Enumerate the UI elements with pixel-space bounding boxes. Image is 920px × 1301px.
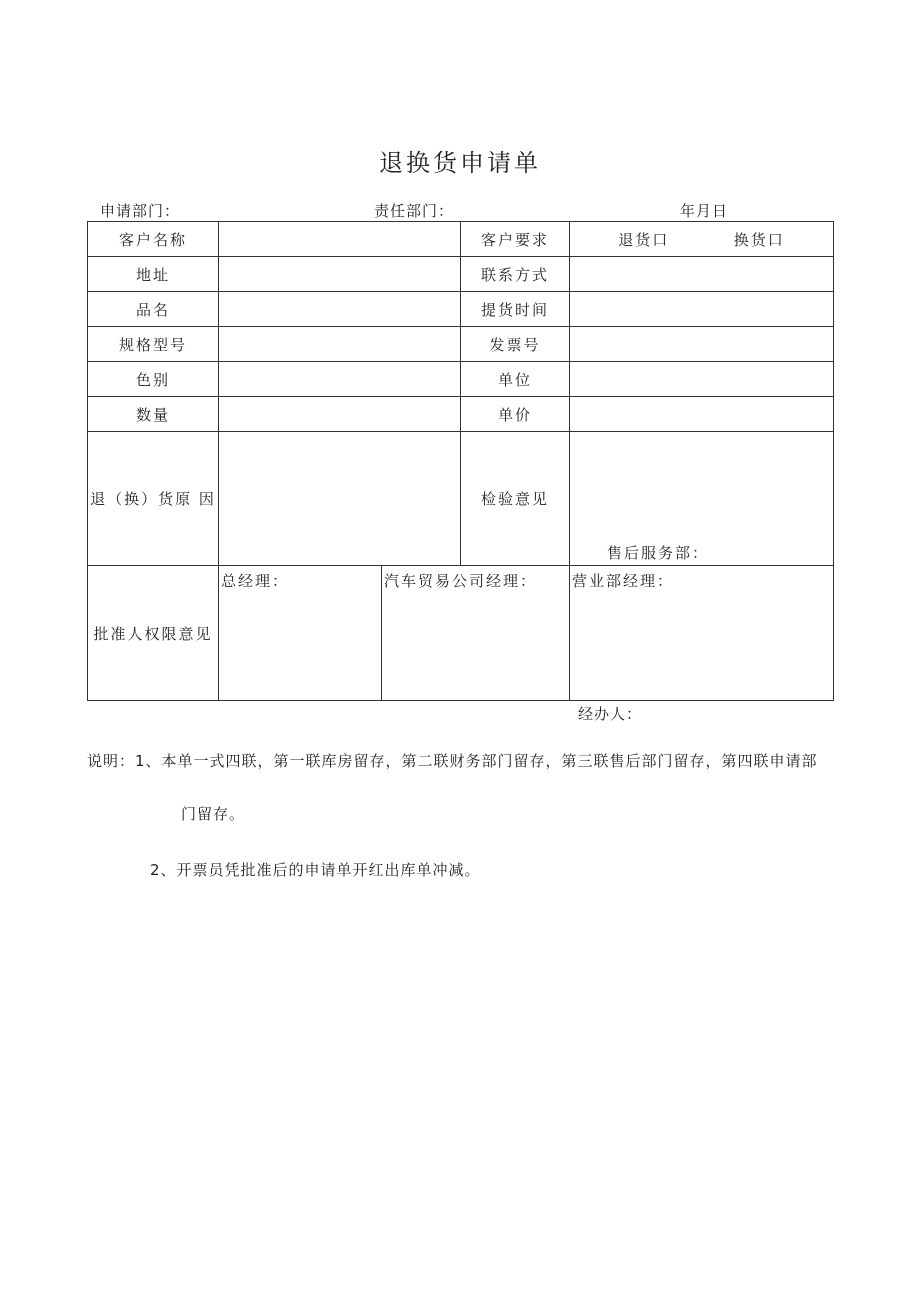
table-row (88, 397, 834, 432)
applicant-dept-label: 申请部门： (100, 202, 181, 220)
note-line-1-cont: 门留存。 (181, 805, 246, 823)
table-row (88, 292, 834, 327)
reason-field[interactable] (219, 432, 461, 566)
customer-name-label: 客户名称 (88, 222, 219, 257)
invoice-no-field[interactable] (570, 327, 834, 362)
quantity-field[interactable] (219, 397, 461, 432)
auto-trade-approval-field[interactable] (382, 566, 570, 701)
customer-request-label: 客户要求 (461, 222, 570, 257)
address-label: 地址 (88, 257, 219, 292)
date-label: 年月日 (680, 202, 729, 220)
form-title: 退换货申请单 (379, 149, 541, 177)
table-row (88, 257, 834, 292)
gm-label: 总经理： (221, 572, 290, 590)
sales-mgr-label: 营业部经理： (572, 572, 675, 590)
unit-price-field[interactable] (570, 397, 834, 432)
customer-name-field[interactable] (219, 222, 461, 257)
table-row (88, 327, 834, 362)
contact-field[interactable] (570, 257, 834, 292)
inspection-label: 检验意见 (461, 432, 570, 566)
after-sales-sign-label: 售后服务部： (606, 544, 709, 562)
product-name-field[interactable] (219, 292, 461, 327)
spec-model-label: 规格型号 (88, 327, 219, 362)
address-field[interactable] (219, 257, 461, 292)
approval-label: 批准人权限意见 (88, 566, 219, 701)
unit-field[interactable] (570, 362, 834, 397)
sales-approval-field[interactable] (570, 566, 834, 701)
gm-approval-field[interactable] (219, 566, 382, 701)
customer-request-options (570, 222, 834, 257)
table-row (88, 222, 834, 257)
product-name-label: 品名 (88, 292, 219, 327)
invoice-no-label: 发票号 (461, 327, 570, 362)
color-field[interactable] (219, 362, 461, 397)
exchange-option[interactable]: 换货口 (733, 230, 785, 249)
note-line-2: 2、开票员凭批准后的申请单开红出库单冲减。 (150, 861, 481, 879)
pickup-time-label: 提货时间 (461, 292, 570, 327)
table-row (88, 432, 834, 566)
request-form-table (87, 221, 834, 701)
handler-label: 经办人： (578, 705, 643, 723)
auto-trade-mgr-label: 汽车贸易公司经理： (384, 572, 538, 590)
quantity-label: 数量 (88, 397, 219, 432)
unit-label: 单位 (461, 362, 570, 397)
return-option[interactable]: 退货口 (618, 230, 670, 249)
unit-price-label: 单价 (461, 397, 570, 432)
reason-label: 退（换）货原 因 (88, 432, 219, 566)
color-label: 色别 (88, 362, 219, 397)
table-row (88, 362, 834, 397)
note-line-1: 说明：1、本单一式四联，第一联库房留存，第二联财务部门留存，第三联售后部门留存，第四联申请部 (87, 752, 818, 770)
table-row (88, 566, 834, 701)
inspection-field[interactable] (570, 432, 834, 566)
contact-label: 联系方式 (461, 257, 570, 292)
spec-model-field[interactable] (219, 327, 461, 362)
responsible-dept-label: 责任部门： (374, 202, 455, 220)
pickup-time-field[interactable] (570, 292, 834, 327)
